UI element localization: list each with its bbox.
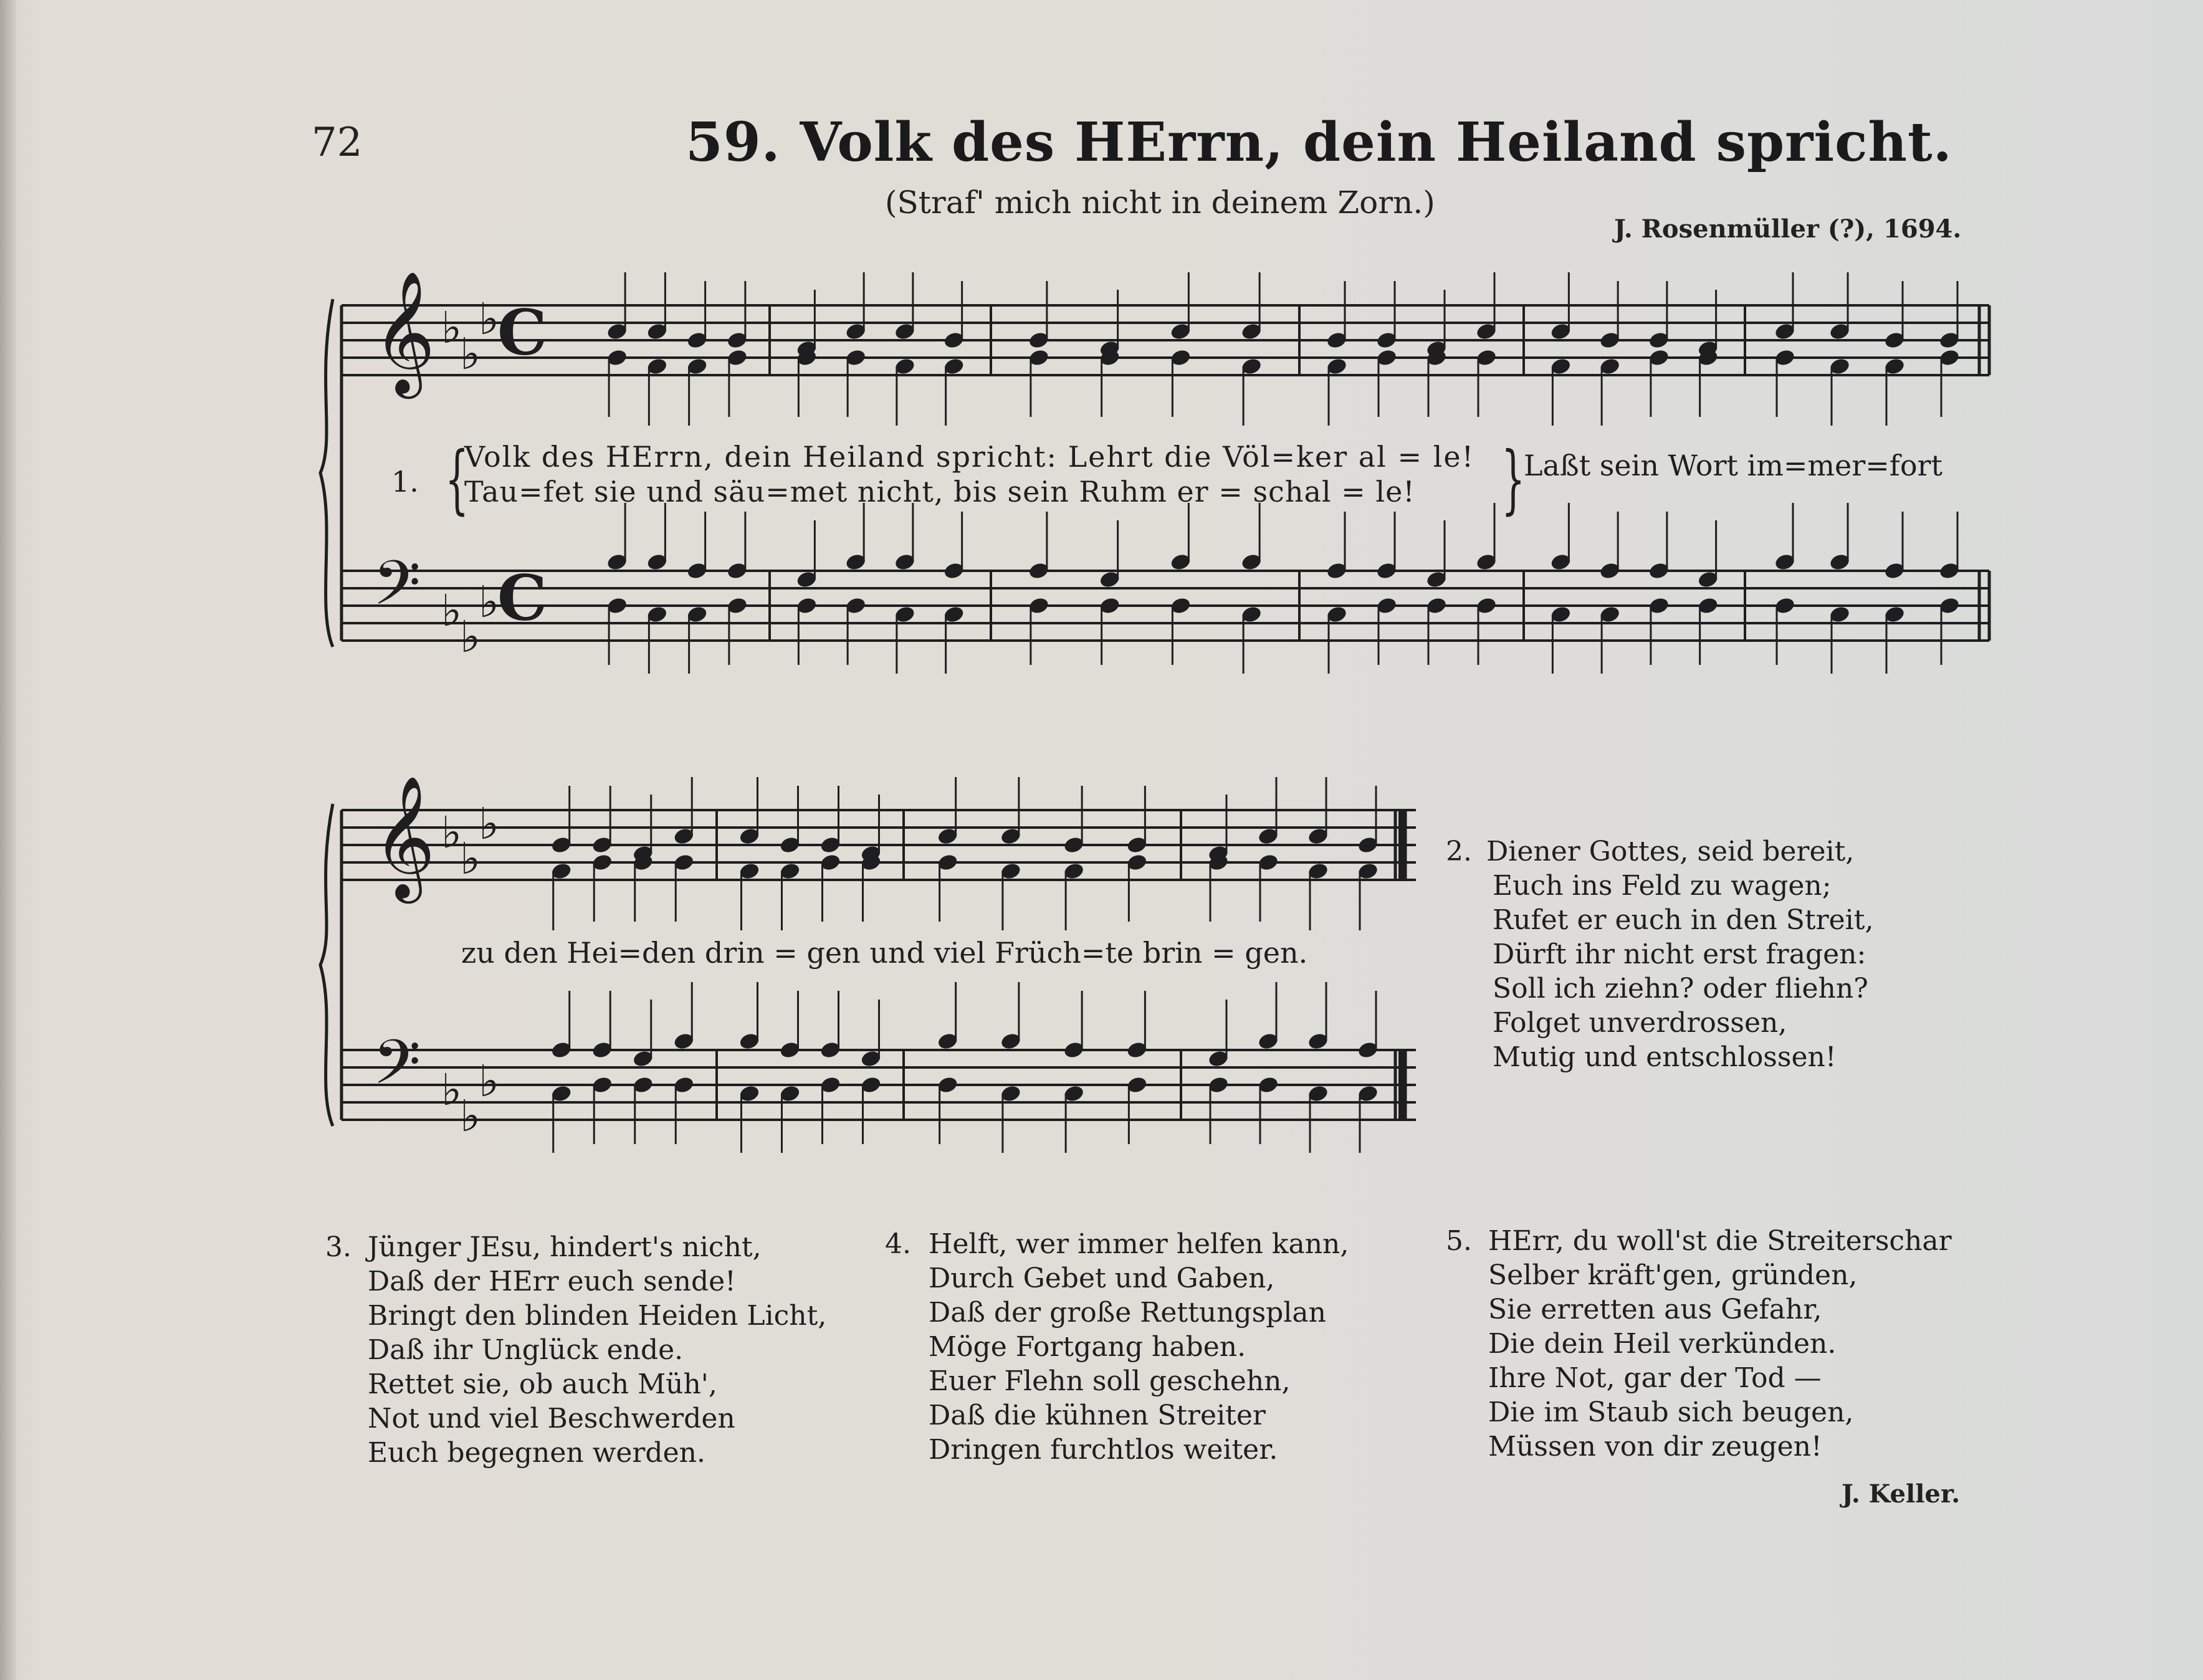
flat-sign: ♭ (460, 611, 481, 662)
stanza-line: Sie erretten aus Gefahr, (1488, 1294, 1822, 1325)
flat-sign: ♭ (441, 585, 462, 636)
stanza-line: Dringen furchtlos weiter. (929, 1434, 1278, 1466)
treble-clef: 𝄞 (373, 270, 436, 394)
stanza-line: Jünger JEsu, hindert's nicht, (368, 1231, 762, 1263)
stanza-line: Helft, wer immer helfen kann, (929, 1228, 1349, 1260)
stanza-line: Die dein Heil verkünden. (1488, 1328, 1837, 1360)
brace (320, 299, 333, 647)
tune-name: (Straf' mich nicht in deinem Zorn.) (885, 184, 1435, 221)
flat-sign: ♭ (479, 798, 500, 849)
verse-number: 1. (391, 465, 419, 499)
composer: J. Rosenmüller (?), 1694. (1614, 214, 1962, 244)
stanza-line: HErr, du woll'st die Streiterschar (1488, 1225, 1952, 1257)
stanza-line: Müssen von dir zeugen! (1488, 1431, 1822, 1463)
stanza-line: Rettet sie, ob auch Müh', (368, 1368, 717, 1400)
stanza-line: Folget unverdrossen, (1493, 1007, 1787, 1039)
stanza-line: Ihre Not, gar der Tod — (1488, 1362, 1822, 1394)
lyric-line-a: Volk des HErrn, dein Heiland spricht: Lehrt die Völ=ker al = le! (464, 440, 1475, 474)
flat-sign: ♭ (441, 807, 462, 858)
bass-clef: 𝄢 (373, 547, 421, 634)
stanza-line: Die im Staub sich beugen, (1488, 1396, 1854, 1428)
brace (320, 804, 333, 1126)
flat-sign: ♭ (441, 302, 462, 353)
lyric-line-c: zu den Hei=den drin = gen und viel Früch=te brin = gen. (461, 936, 1308, 970)
stanza-number: 2. (1446, 836, 1472, 867)
flat-sign: ♭ (479, 576, 500, 628)
stanza-line: Diener Gottes, seid bereit, (1486, 836, 1855, 867)
flat-sign: ♭ (460, 328, 481, 379)
flat-sign: ♭ (479, 294, 500, 345)
lyric-line-b: Tau=fet sie und säu=met nicht, bis sein Ruhm er = schal = le! (464, 475, 1415, 508)
stanza-line: Euer Flehn soll geschehn, (929, 1365, 1291, 1397)
page-number: 72 (312, 120, 363, 166)
stanza-line: Selber kräft'gen, gründen, (1488, 1259, 1858, 1291)
stanza-line: Euch begegnen werden. (368, 1437, 705, 1469)
brace-left: { (445, 436, 469, 523)
lyricist: J. Keller. (1842, 1479, 1961, 1509)
brace-right: } (1501, 436, 1526, 523)
stanza-line: Daß der große Rettungsplan (929, 1297, 1326, 1329)
flat-sign: ♭ (441, 1064, 462, 1115)
stanza-line: Möge Fortgang haben. (929, 1331, 1246, 1363)
stanza-line: Rufet er euch in den Streit, (1493, 904, 1874, 936)
stanza-line: Euch ins Feld zu wagen; (1493, 870, 1832, 902)
hymn-title: 59. Volk des HErrn, dein Heiland spricht. (686, 111, 1952, 174)
time-signature: C (497, 561, 547, 635)
stanza-number: 5. (1446, 1225, 1472, 1257)
stanza-line: Bringt den blinden Heiden Licht, (368, 1300, 827, 1332)
flat-sign: ♭ (460, 833, 481, 884)
stanza-line: Not und viel Beschwerden (368, 1403, 735, 1434)
stanza-number: 4. (885, 1228, 911, 1260)
stanza-line: Mutig und entschlossen! (1493, 1041, 1837, 1073)
stanza-number: 3. (325, 1231, 351, 1263)
stanza-line: Soll ich ziehn? oder fliehn? (1493, 973, 1868, 1005)
stanza-line: Daß der HErr euch sende! (368, 1266, 736, 1297)
lyric-continuation: Laßt sein Wort im=mer=fort (1524, 449, 1943, 482)
flat-sign: ♭ (460, 1091, 481, 1142)
flat-sign: ♭ (479, 1056, 500, 1107)
stanza-line: Durch Gebet und Gaben, (929, 1262, 1275, 1294)
time-signature: C (497, 295, 547, 370)
treble-clef: 𝄞 (373, 775, 436, 899)
stanza-line: Daß ihr Unglück ende. (368, 1334, 684, 1366)
bass-clef: 𝄢 (373, 1026, 421, 1114)
stanza-line: Dürft ihr nicht erst fragen: (1493, 938, 1866, 970)
stanza-line: Daß die kühnen Streiter (929, 1400, 1266, 1431)
